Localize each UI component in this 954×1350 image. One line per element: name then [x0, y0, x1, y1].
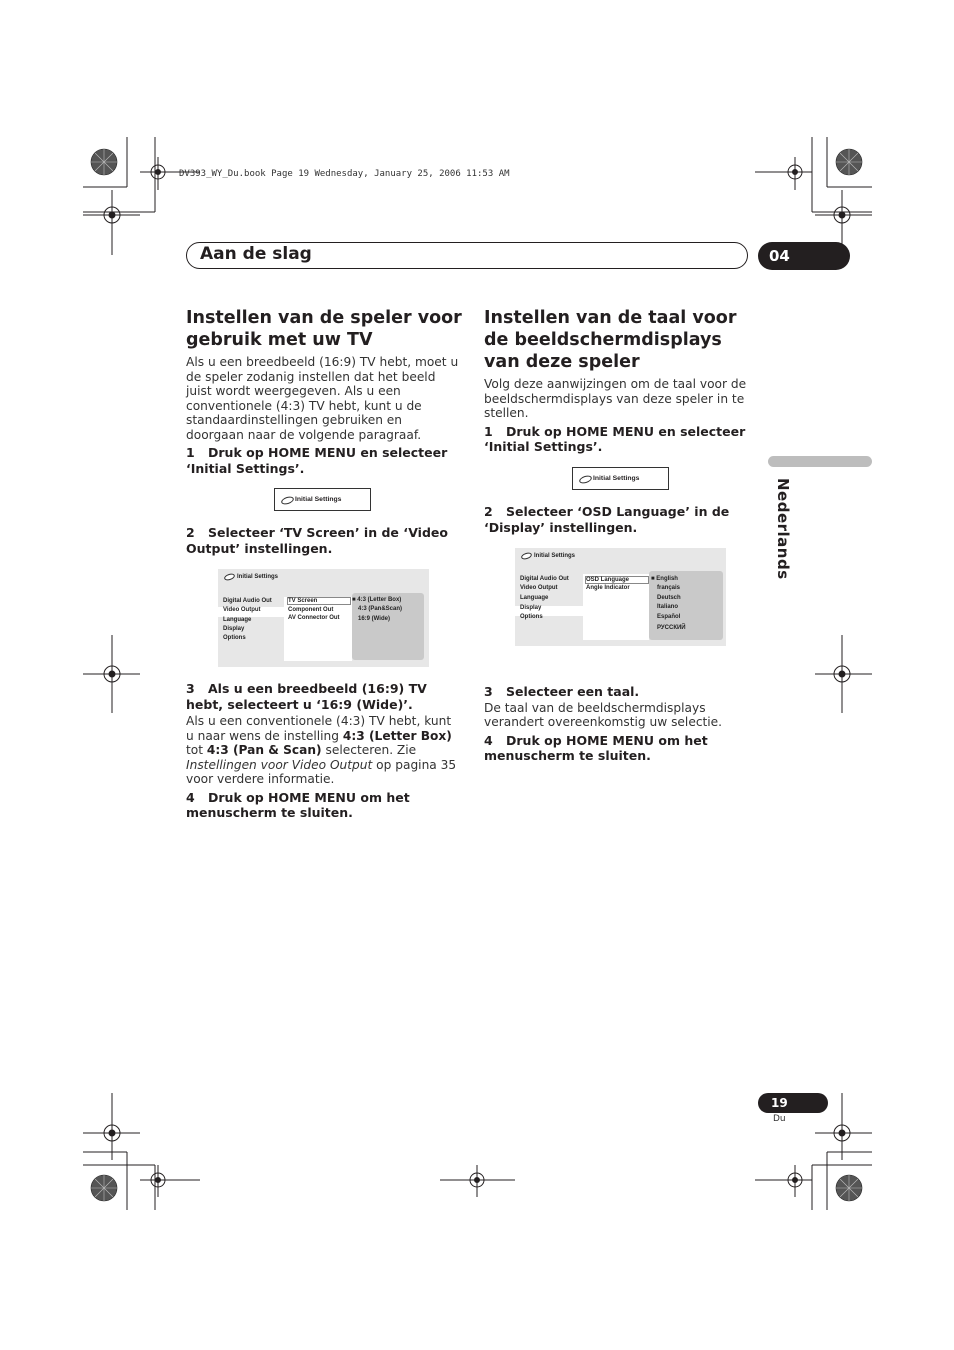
note-text: Als u een conventionele (4:3) TV hebt, kunt u naar wens de instelling [186, 714, 452, 743]
page-number: 19 [758, 1093, 828, 1113]
right-step-1 [484, 424, 760, 455]
right-step-3 [484, 684, 760, 700]
note-text: op pagina 35 voor verdere informatie. [186, 757, 457, 786]
initial-settings-button-right [572, 467, 669, 490]
osd-options-panel [352, 593, 424, 660]
left-step-4 [186, 790, 462, 821]
osd-sub-item: Angle Indicator [586, 585, 630, 591]
disc-icon [578, 474, 593, 485]
right-step-3-block [484, 684, 760, 764]
osd-menu-item: Video Output [223, 607, 261, 613]
step-number: 2 [186, 525, 195, 540]
right-column [484, 307, 760, 455]
note-reference: Instellingen voor Video Output [186, 757, 373, 772]
chapter-title: Aan de slag [200, 244, 312, 264]
osd-option: Deutsch [657, 595, 681, 601]
step-number: 3 [186, 681, 195, 696]
osd-screen-language [515, 548, 726, 646]
page-language-code: Du [773, 1114, 786, 1124]
step-number: 2 [484, 504, 493, 519]
right-step-4 [484, 733, 760, 764]
right-step-3-body: De taal van de beeldschermdisplays verandert overeenkomstig uw selectie. [484, 700, 723, 729]
left-step-3 [186, 681, 462, 712]
step-text: Als u een breedbeeld (16:9) TV hebt, selecteert u ‘16:9 (Wide)’. [186, 681, 427, 712]
language-tab-bar [768, 456, 872, 467]
osd-sub-item-selected: OSD Language [585, 576, 649, 584]
osd-menu-item: Options [520, 614, 543, 620]
left-step-1 [186, 445, 462, 476]
osd-menu-item: Video Output [520, 585, 558, 591]
step-text: Druk op HOME MENU en selecteer ‘Initial Settings’. [186, 445, 448, 476]
file-header-line: DV393_WY_Du.book Page 19 Wednesday, January 25, 2006 11:53 AM [179, 169, 510, 179]
initial-settings-label: Initial Settings [295, 496, 342, 503]
osd-menu-item: Language [520, 595, 549, 601]
osd-option: ■ 4:3 (Letter Box) [352, 597, 402, 603]
initial-settings-button-left [274, 488, 371, 511]
osd-menu-item: Digital Audio Out [520, 576, 569, 582]
disc-icon [520, 551, 532, 560]
osd-sub-item: AV Connector Out [288, 615, 340, 621]
disc-icon [280, 495, 295, 506]
osd-screen-tv [218, 569, 429, 667]
osd-option: ■ English [651, 576, 678, 582]
step-text: Druk op HOME MENU om het menuscherm te sluiten. [484, 732, 708, 763]
osd-option: 16:9 (Wide) [358, 616, 390, 622]
step-number: 4 [484, 732, 493, 748]
step-text: Selecteer een taal. [506, 684, 640, 699]
osd-menu-item: Display [520, 605, 542, 611]
chapter-number: 04 [758, 242, 850, 270]
left-column [186, 307, 462, 476]
osd-title: Initial Settings [237, 574, 279, 580]
osd-sub-item: Component Out [288, 607, 334, 613]
step-text: Selecteer ‘OSD Language’ in de ‘Display’ instellingen. [484, 504, 730, 535]
osd-title: Initial Settings [534, 553, 576, 559]
left-step-2 [186, 525, 462, 556]
osd-option: français [657, 585, 681, 591]
osd-option: Italiano [657, 604, 679, 610]
step-number: 1 [484, 423, 493, 439]
disc-icon [223, 572, 235, 581]
osd-menu-item: Digital Audio Out [223, 598, 272, 604]
osd-menu-item: Options [223, 635, 246, 641]
right-heading: Instellen van de taal voor de beeldschermdisplays van deze speler [484, 308, 737, 372]
osd-menu-item: Display [223, 626, 245, 632]
left-step-3-block [186, 681, 462, 821]
step-number: 4 [186, 789, 195, 805]
left-intro: Als u een breedbeeld (16:9) TV hebt, moet u de speler zodanig instellen dat het beeld juist wordt weergegeven. Als u een conventionele (4:3) TV hebt, kunt u de standaardinstellingen gebruiken en doorgaan naar de volgende paragraaf. [186, 355, 459, 442]
step-text: Druk op HOME MENU om het menuscherm te sluiten. [186, 789, 410, 820]
osd-option: 4:3 (Pan&Scan) [358, 606, 403, 612]
right-step-2 [484, 504, 760, 535]
step-text: Selecteer ‘TV Screen’ in de ‘Video Output’ instellingen. [186, 525, 448, 556]
note-text: selecteren. Zie [321, 743, 417, 757]
osd-menu-item: Language [223, 617, 252, 623]
step-text: Druk op HOME MENU en selecteer ‘Initial Settings’. [484, 423, 746, 454]
initial-settings-label: Initial Settings [593, 475, 640, 482]
osd-option: Español [657, 614, 681, 620]
osd-sub-item-selected: TV Screen [287, 597, 351, 605]
osd-option: РУССКИЙ [657, 625, 686, 631]
left-step-3-note [186, 714, 462, 787]
step-number: 3 [484, 684, 493, 699]
language-tab-label: Nederlands [774, 478, 792, 580]
note-text: tot [186, 743, 207, 757]
left-heading: Instellen van de speler voor gebruik met uw TV [186, 308, 462, 350]
note-bold: 4:3 (Pan & Scan) [206, 743, 322, 757]
step-number: 1 [186, 445, 195, 460]
note-bold: 4:3 (Letter Box) [342, 728, 452, 743]
right-intro: Volg deze aanwijzingen om de taal voor de beeldschermdisplays van deze speler in te stellen. [484, 377, 747, 420]
